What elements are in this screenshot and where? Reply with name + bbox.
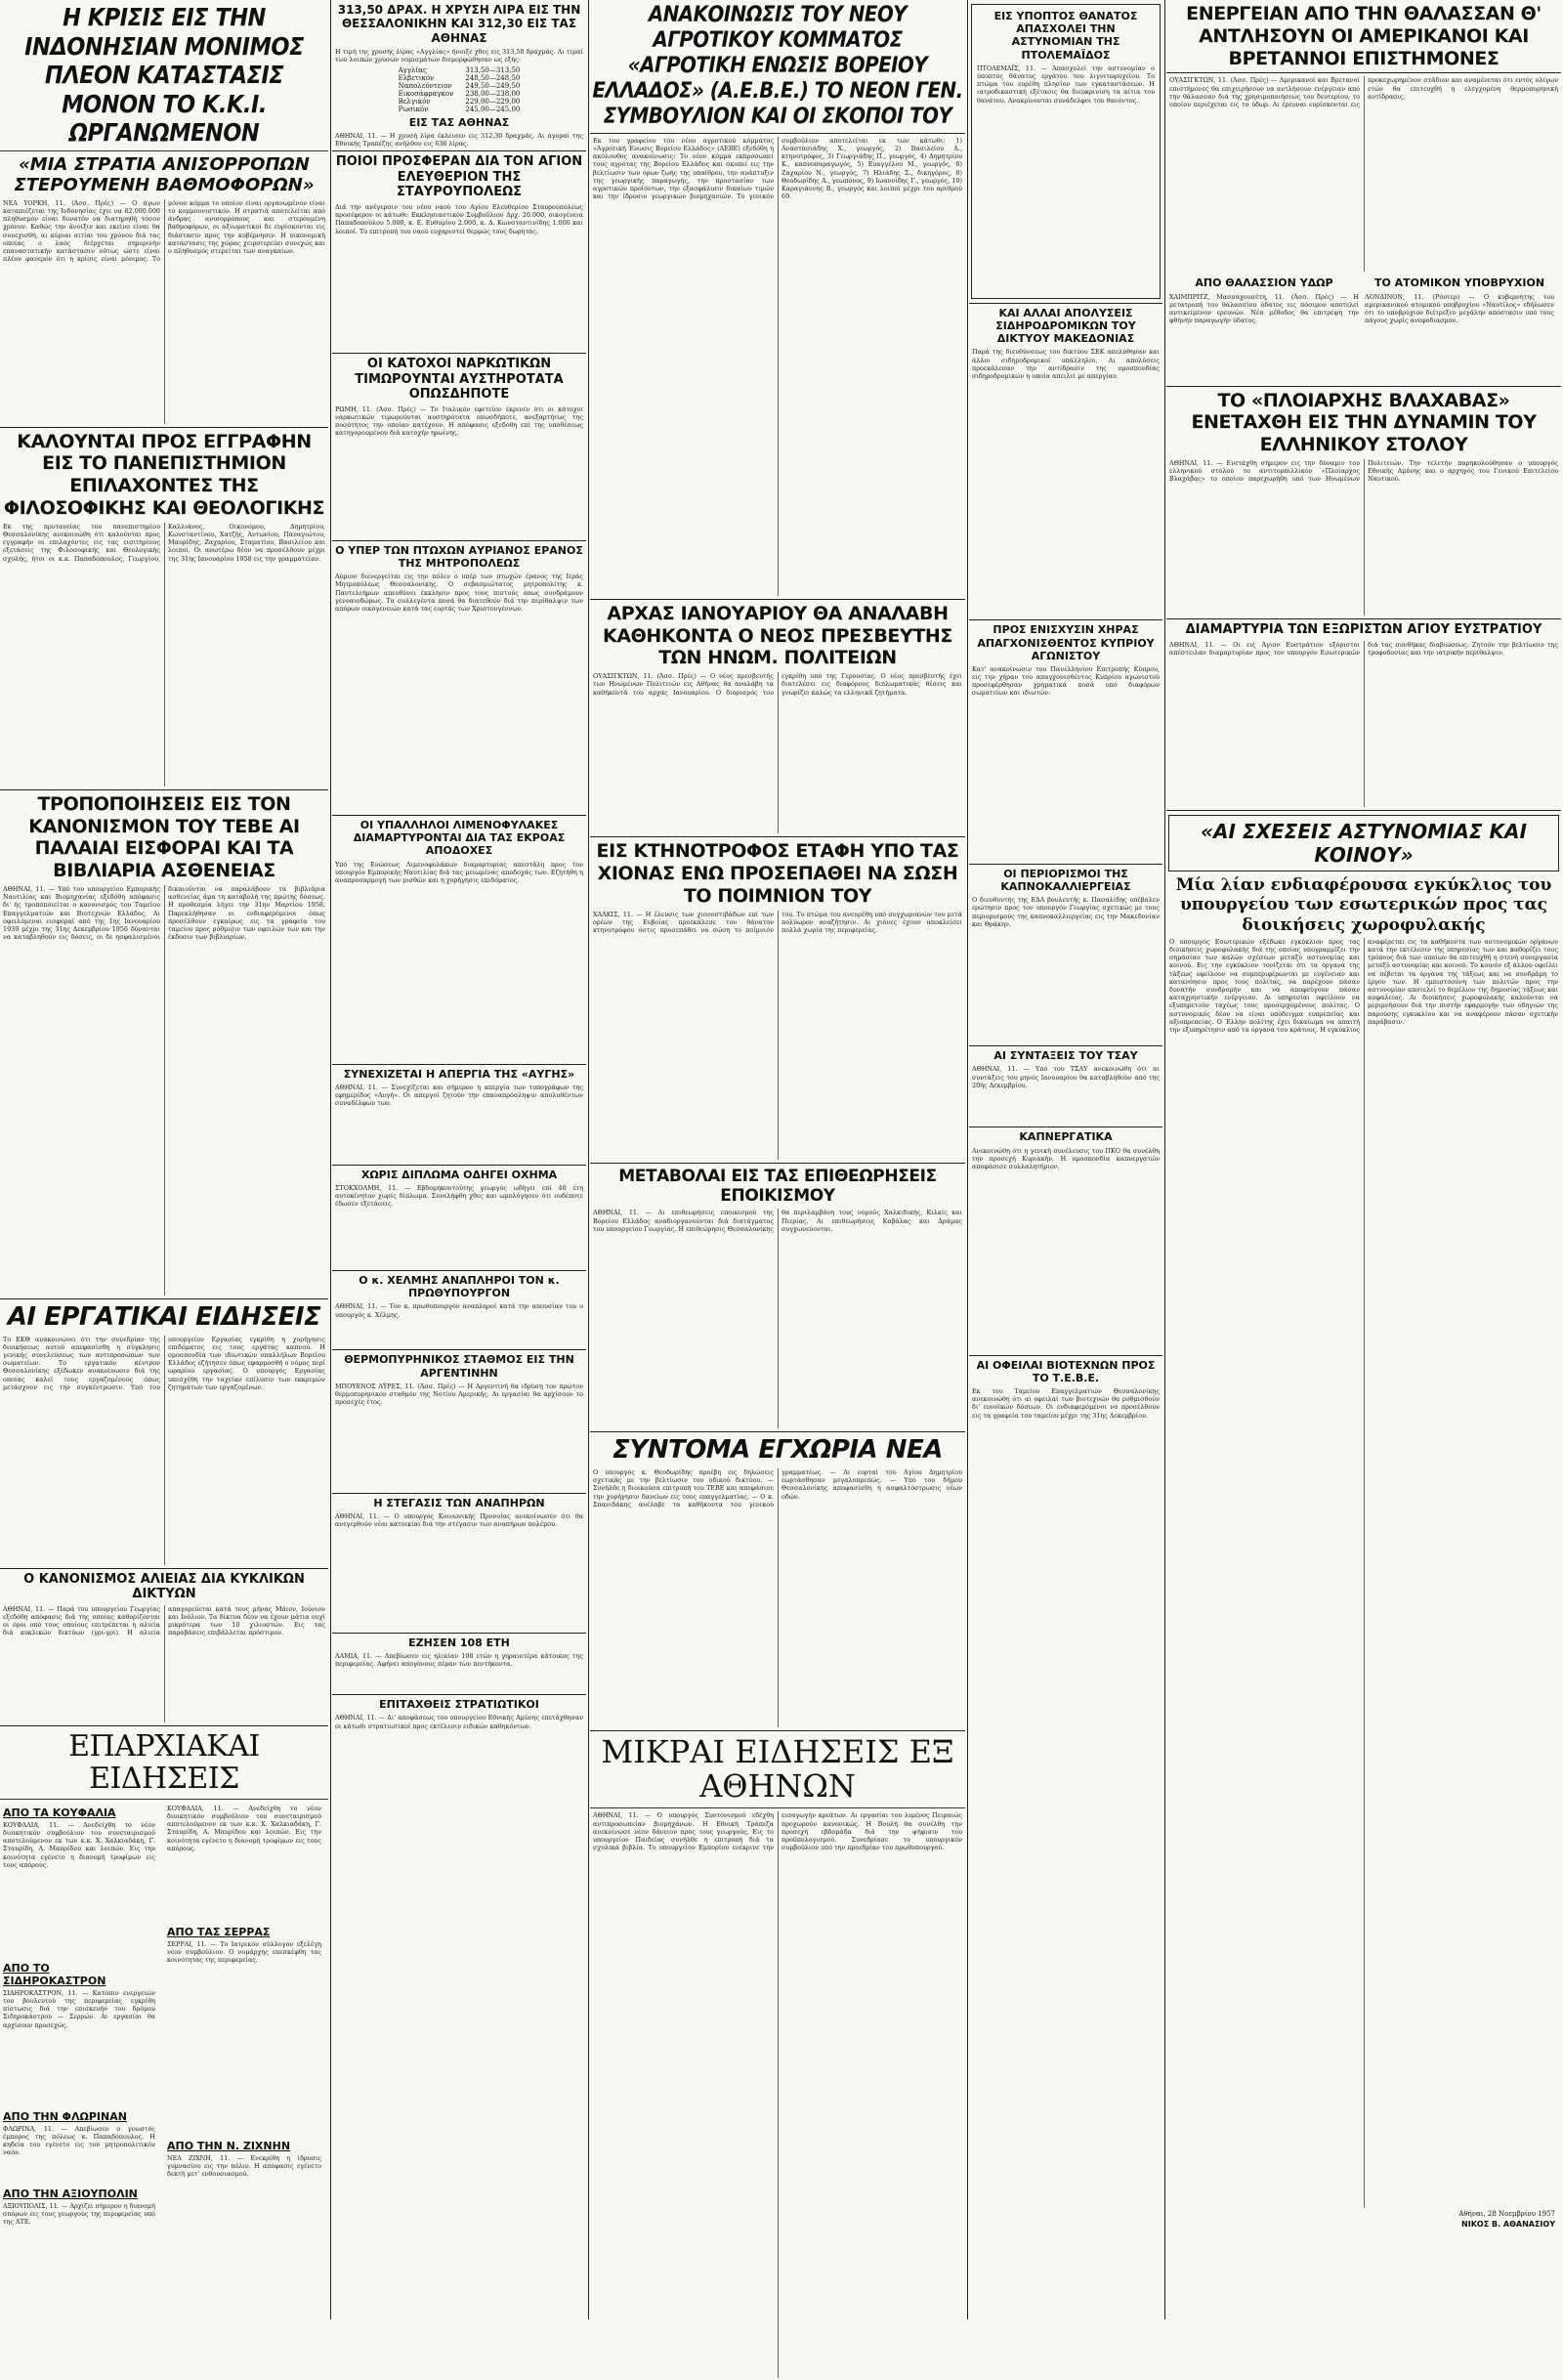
article-cypriot-widow: Κατ' ανακοίνωσιν του Πανελληνίου Επιτροπής Κύπρου, εις την χήραν του απαγχονισθέντος Κυπρίου αγωνιστού προσεφέρθησαν χρηματικά ποσά υπό διαφόρων σωματείων και ιδιωτών. <box>972 664 1160 698</box>
article-date: Αθήναι, 28 Νοεμβρίου 1957 <box>1458 2209 1555 2218</box>
article-port-guards: Υπό της Ενώσεως Λιμενοφυλάκων διαμαρτυρίας απεστάλη προς τον υπουργόν Εμπορικής Ναυτιλίας διά τας μειωμένας αποδοχάς των. Εζητήθη η αναπροσαρμογή των μισθών και η χορήγησις επιδόματος. <box>335 860 583 885</box>
article-ambassador: ΟΥΑΣΙΓΚΤΩΝ, 11. (Άσσ. Πρές) — Ο νέος πρεσβευτής των Ηνωμένων Πολιτειών εις Αθήνας θα αναλάβη τα καθήκοντά του αρχάς Ιανουαρίου. Ο διορισμός του εγκρίθη υπό της Γερουσίας. Ο νέος πρεσβευτής έχει διατελέσει εις διαφόρους διπλωματικάς θέσεις και γνωρίζει καλώς τα ελληνικά ζητήματα. <box>593 672 962 697</box>
article-railway-layoffs: Παρά της διευθύνσεως του δικτύου ΣΕΚ απελύθησαν και άλλοι σιδηροδρομικοί υπάλληλοι. Αι απολύσεις προεκάλεσαν την αντίδρασιν της ομοσπονδίας σιδηροδρομικών η οποία απειλεί με απεργίαν. <box>972 348 1160 380</box>
section-nea-zichni: ΑΠΟ ΤΗΝ Ν. ΖΙΧΝΗΝ <box>167 2139 291 2152</box>
column-rule <box>1164 0 1165 2319</box>
headline-vlachavas: ΤΟ «ΠΛΟΙΑΡΧΗΣ ΒΛΑΧΑΒΑΣ» ΕΝΕΤΑΧΘΗ ΕΙΣ ΤΗΝ ΔΥΝΑΜΙΝ ΤΟΥ ΕΛΛΗΝΙΚΟΥ ΣΤΟΛΟΥ <box>1191 389 1537 456</box>
headline-tsay-pensions: ΑΙ ΣΥΝΤΑΞΕΙΣ ΤΟΥ ΤΣΑΥ <box>993 1049 1138 1063</box>
headline-tobacco-limits: ΟΙ ΠΕΡΙΟΡΙΣΜΟΙ ΤΗΣ ΚΑΠΝΟΚΑΛΛΙΕΡΓΕΙΑΣ <box>1000 867 1131 894</box>
headline-suspicious-death: ΕΙΣ ΥΠΟΠΤΟΣ ΘΑΝΑΤΟΣ ΑΠΑΣΧΟΛΕΙ ΤΗΝ ΑΣΤΥΝΟΜΙΑΝ ΤΗΣ ΠΤΟΛΕΜΑΪΔΟΣ <box>993 10 1138 62</box>
headline-avgi-strike: ΣΥΝΕΧΙΖΕΤΑΙ Η ΑΠΕΡΓΙΑ ΤΗΣ «ΑΥΓΗΣ» <box>343 1067 575 1081</box>
subhead-indonesia: «ΜΙΑ ΣΤΡΑΤΙΑ ΑΝΙΣΟΡΡΟΠΩΝ ΣΤΕΡΟΥΜΕΝΗ ΒΑΘΜΟΦΟΡΩΝ» <box>14 153 315 196</box>
article-charity: Αύριον διενεργείται εις την πόλιν ο υπέρ των πτωχών έρανος της Ιεράς Μητροπόλεως Θεσσαλονίκης. Ο σεβασμιώτατος μητροπολίτης κ. Παντελεήμων απευθύνει έκκλησιν προς τους πιστούς όπως συνδράμουν γενναιοδώρως. Τα συλλεγέντα ποσά θα διατεθούν διά την περίθαλψιν των απόρων οικογενειών κατά τας εορτάς των Χριστουγέννων. <box>335 573 583 613</box>
section-sidirokastro: ΑΠΟ ΤΟ ΣΙΔΗΡΟΚΑΣΤΡΟΝ <box>3 1961 106 1987</box>
article-argentina: ΜΠΟΥΕΝΟΣ ΑΫΡΕΣ, 11. (Άσσ. Πρές) — Η Αργεντινή θα ιδρύση τον πρώτον θερμοπυρηνικόν σταθμόν της Νοτίου Αμερικής. Αι εργασίαι θα αρχίσουν το προσεχές έτος. <box>335 1381 583 1407</box>
provincial-news-block <box>0 1803 328 2341</box>
article-police-relations: Ο υπουργός Εσωτερικών εξέδωκε εγκύκλιον προς τας διοικήσεις χωροφυλακής διά της οποίας υπογραμμίζει την σημασίαν των καλών σχέσεων μεταξύ αστυνομίας και κοινού. Εις την εγκύκλιον τονίζεται ότι τα όργανα της τάξεως οφείλουν να συμπεριφέρωνται με ευγένειαν και κατανόησιν προς τους πολίτας, να παρέχουν πάσαν δυνατήν συνδρομήν και να αποφεύγουν πάσαν καταχρηστικήν ενέργειαν. Αι υπηρεσίαι οφείλουν να εξυπηρετούν ταχέως τους προσερχομένους πολίτας. Ο αστυνομικός δέον να είναι υπόδειγμα ευπρεπείας και αξιοπρεπείας. Ο Έλλην πολίτης έχει δικαίωμα να απαιτή την εξυπηρέτησιν από τα όργανα του κράτους. Η εγκύκλιος αναφέρεται εις τα καθήκοντα των αστυνομικών οργάνων κατά την εκτέλεσιν της υπηρεσίας των και καθορίζει τους τρόπους διά των οποίων θα επιτευχθή η στενή συνεργασία μεταξύ αστυνομίας και κοινού. Το κοινόν εξ άλλου οφείλει να σέβεται τα όργανα της τάξεως και να συνδράμη το έργον των. Η εμπιστοσύνη των πολιτών προς την αστυνομίαν αποτελεί το θεμέλιον της δημοσίας τάξεως και ασφαλείας. Αι διοικήσεις χωροφυλακής καλούνται να μεριμνήσουν διά την πιστήν εφαρμογήν των οδηγιών της παρούσης εγκυκλίου και να αναφέρουν πάσαν σχετικήν παράβασιν. <box>1169 937 1558 1034</box>
headline-railway-layoffs: ΚΑΙ ΑΛΛΑΙ ΑΠΟΛΥΣΕΙΣ ΣΙΔΗΡΟΔΡΟΜΙΚΩΝ ΤΟΥ ΔΙΚΤΥΟΥ ΜΑΚΕΔΟΝΙΑΣ <box>995 306 1136 346</box>
article-university: Εκ της πρυτανείας του πανεπιστημίου Θεσσαλονίκης ανεκοινώθη ότι καλούνται προς εγγραφήν οι επιλαχόντες εις τας εισιτηρίους εξετάσεις της Φιλοσοφικής και Θεολογικής σχολής, ήτοι οι κ.κ. Παπαδόπουλος, Γεωργίου, Καλλιάνος, Οικονόμου, Δημητρίου, Κωνσταντίνου, Χατζής, Αντωνίου, Παναγιώτου, Μαυρίδης, Ζαχαρίου, Σταματίου, Βασιλείου και λοιποί. Οι ανωτέρω δέον να προσέλθουν μέχρι της 31ης Ιανουαρίου 1958 εις την γραμματείαν. <box>3 522 325 563</box>
gold-price-row <box>393 82 527 90</box>
headline-labor-news: ΑΙ ΕΡΓΑΤΙΚΑΙ ΕΙΔΗΣΕΙΣ <box>7 1302 321 1333</box>
section-koufalia: ΑΠΟ ΤΑ ΚΟΥΦΑΛΙΑ <box>3 1806 116 1819</box>
article-athens-briefs: ΑΘΗΝΑΙ, 11. — Ο υπουργός Συντονισμού εδέχθη αντιπροσωπείαν βιομηχάνων. Η Εθνική Τράπεζα ανεκοίνωσε νέον δάνειον προς τους γεωργούς. Εις το υπουργείον Παιδείας συνήλθε η επιτροπή διά τα σχολικά βιβλία. Το υπουργείον Εμπορίου ενέκρινε την εισαγωγήν κρεάτων. Αι εργασίαι του λιμένος Πειραιώς προχωρούν κανονικώς. Η Βουλή θα συνέλθη την προσεχή εβδομάδα διά την ψήφισιν του προϋπολογισμού. Συνεδρίασε το υπουργικόν συμβούλιον υπό την προεδρίαν του πρωθυπουργού. <box>593 1811 962 1852</box>
sea-energy-subsections <box>1166 274 1561 382</box>
headline-108-years: ΕΖΗΣΕΝ 108 ΕΤΗ <box>408 1636 510 1649</box>
column-2 <box>332 0 586 1794</box>
coin-price: 248,50—248,50 <box>465 73 521 82</box>
column-rule <box>967 0 968 2319</box>
coin-name: Βελγικόν <box>398 97 431 106</box>
headline-university: ΚΑΛΟΥΝΤΑΙ ΠΡΟΣ ΕΓΓΡΑΦΗΝ ΕΙΣ ΤΟ ΠΑΝΕΠΙΣΤΗΜΙΟΝ ΕΠΙΛΑΧΟΝΤΕΣ ΤΗΣ ΦΙΛΟΣΟΦΙΚΗΣ ΚΑΙ ΘΕΟΛΟΓΙΚΗΣ <box>3 430 325 520</box>
article-axioupoli: ΑΞΙΟΥΠΟΛΙΣ, 11. — Αρχίζει σήμερον η διανομή σπόρων εις τους γεωργούς της περιφερείας υπό της ΑΤΕ. <box>3 2201 155 2227</box>
coin-price: 245,00—245,00 <box>465 105 521 113</box>
column-1 <box>0 0 328 2341</box>
headline-indonesia: Η ΚΡΙΣΙΣ ΕΙΣ ΤΗΝ ΙΝΔΟΝΗΣΙΑΝ ΜΟΝΙΜΟΣ ΠΛΕΟΝ ΚΑΤΑΣΤΑΣΙΣ ΜΟΝΟΝ ΤΟ Κ.Κ.Ι. ΩΡΓΑΝΩΜΕΝΟΝ <box>24 3 304 147</box>
coin-price: 249,50—249,50 <box>465 81 521 90</box>
article-atomic-submarine: ΛΟΝΔΙΝΟΝ, 11. (Ρόυτερ) — Ο κυβερνήτης του αμερικανικού ατομικού υποβρυχίου «Ναυτίλος» εδήλωσεν ότι το υποβρύχιον διέτρεξεν μεγάλην απόστασιν υπό τους πάγους χωρίς ανεφοδιασμόν. <box>1365 292 1554 325</box>
headline-short-local-news: ΣΥΝΤΟΜΑ ΕΓΧΩΡΙΑ ΝΕΑ <box>613 1435 943 1466</box>
article-tobacco-workers: Ανεκοινώθη ότι η γενική συνέλευσις του ΠΚΟ θα συνέλθη την προσεχή Κυριακήν. Η ομοσπονδία καπνεργατών αποφάσισε συλλαλητήριον. <box>972 1146 1160 1171</box>
article-labor-news: Το ΕΚΘ ανακοινώνει ότι την συνεδρίαν της διοικήσεως αυτού απεφασίσθη η σύγκλησις γενικής συνελεύσεως των αντιπροσώπων των σωματείων. Το εργατικόν κέντρον Θεσσαλονίκης εξέδωκεν ανακοίνωσιν διά της οποίας καλεί τους εργαζομένους όπως μετάσχουν εις την συγκέντρωσιν. Υπό του υπουργείου Εργασίας εγκρίθη η χορήγησις επιδόματος εις τους εργάτας καπνού. Η ομοσπονδία των ιδιωτικών υπαλλήλων Βορείου Ελλάδος εζήτησεν όπως εφαρμοσθή ο νόμος περί ωραρίου εργασίας. Ο υπουργός Εργασίας υπεσχέθη την ταχείαν επίλυσιν των εκκρεμών ζητημάτων των εργαζομένων. <box>3 1335 325 1391</box>
article-shepherd-snow: ΧΑΛΚΙΣ, 11. — Η έλευσις των χιονοστιβάδων επί των ορέων της Ευβοίας προεκάλεσε τον θάνατον κτηνοτρόφου όστις προσεπάθει να σώση το ποίμνιόν του. Το πτώμα του ανευρέθη υπό συγχωριανών του μετά πολύωρον αναζήτησιν. Αι χιόνες έχουν αποκλείσει πολλά χωρία της περιφερείας. <box>593 910 962 934</box>
headline-argentina: ΘΕΡΜΟΠΥΡΗΝΙΚΟΣ ΣΤΑΘΜΟΣ ΕΙΣ ΤΗΝ ΑΡΓΕΝΤΙΝΗΝ <box>344 1353 574 1380</box>
coin-name: Αγγλίας <box>398 65 427 74</box>
headline-artisan-debts: ΑΙ ΟΦΕΙΛΑΙ ΒΙΟΤΕΧΝΩΝ ΠΡΟΣ ΤΟ Τ.Ε.Β.Ε. <box>976 1358 1156 1384</box>
article-short-local-news: Ο υπουργός κ. Θεοδωρίδης προέβη εις δηλώσεις σχετικάς με την βελτίωσιν του οδικού δικτύου. — Συνήλθε η διοικούσα επιτροπή του ΤΕΒΕ και απεφάσισε την χορήγησιν δανείων εις τους επαγγελματίας. — Ο κ. Σπανιδάκης ανέλαβε τα καθήκοντα του γενικού γραμματέως. — Αι εορταί του Αγίου Δημητρίου εωρτάσθησαν μεγαλοπρεπώς. — Υπό του δήμου Θεσσαλονίκης αποφασίσθη η ασφαλτόστρωσις νέων οδών. <box>593 1467 962 1509</box>
headline-settlement: ΜΕΤΑΒΟΛΑΙ ΕΙΣ ΤΑΣ ΕΠΙΘΕΩΡΗΣΕΙΣ ΕΠΟΙΚΙΣΜΟΥ <box>618 1166 937 1206</box>
article-koufalia: ΚΟΥΦΑΛΙΑ, 11. — Ανεδείχθη το νέον διοικητικόν συμβούλιον του συνεταιρισμού αποτελούμενον εκ των κ.κ. Χ. Χαλκιαδάκη, Γ. Σταυρίδη, Α. Μαυρίδου και λοιπών. Εις την κοινότητα εγένετο η διανομή τροφίμων εις τους απόρους. <box>3 1820 155 1869</box>
section-florina: ΑΠΟ ΤΗΝ ΦΛΩΡΙΝΑΝ <box>3 2109 127 2123</box>
article-suspicious-death: ΠΤΟΛΕΜΑΪΣ, 11. — Απασχολεί την αστυνομίαν ο ύποπτος θάνατος εργάτου του λιγνιτωρυχείου. Το πτώμα του ευρέθη πλησίον των εγκαταστάσεων. Η ιατροδικαστική εξέτασις θα διευκρινίση τα αίτια του θανάτου. Ανακρίνονται συνάδελφοι του θανόντος. <box>977 64 1155 105</box>
headline-tobacco-workers: ΚΑΠΝΕΡΓΑΤΙΚΑ <box>1019 1130 1113 1144</box>
article-vlachavas: ΑΘΗΝΑΙ, 11. — Ενετάχθη σήμερον εις την δύναμιν του ελληνικού στόλου το αντιτορπιλλικόν «Πλοίαρχος Βλαχάβας» το οποίον παρεχωρήθη υπό των Ηνωμένων Πολιτειών. Την τελετήν παρηκολούθησαν ο υπουργός Εθνικής Αμύνης και ο αρχηγός του Γενικού Επιτελείου Ναυτικού. <box>1169 458 1558 484</box>
article-indonesia: ΝΕΑ ΥΟΡΚΗ, 11. (Άσσ. Πρές) — Ο άγων καταπιέζεται της Ινδονησίας έχει να 82.000.000 πληθυσμόν είναι δυνατόν να διατηρηθή τόσον χρόνον. Καθώς την άνοιξιν και εκείνο είναι θα συνεχισθή, αι κύριαι αιτίαι του χρόνου διά τας οποίας ο λαός διέρχεται σημερινήν επαναστατικήν κατάστασιν ούτως ώστε είναι πλέον φανερόν ότι η κρίσις είναι μόνιμος. Το μόνον κόμμα το οποίον είναι οργανωμένον είναι το κομμουνιστικόν. Η στρατιά αποτελείται από άνδρας ανισορρόπους και στερουμένη βαθμοφόρων, οι αξιωματικοί δε ευρίσκονται εις διάστασιν προς την κυβέρνησιν. Η οικονομική κατάστασις της χώρας χειροτερεύει συνεχώς και ο πληθυσμός στερείται των αναγκαίων. <box>3 198 325 264</box>
article-agrarian-party: Εκ του γραφείου του νέου αγροτικού κόμματος «Αγροτική Ένωσις Βορείου Ελλάδος» (ΑΕΒΕ) εξεδόθη η ακόλουθος ανακοίνωσις: Το νέον κόμμα εκπροσωπεί τους αγρότας της Βορείου Ελλάδος και σκοπεί εις την βελτίωσιν των όρων ζωής της υπαίθρου, την ανάπτυξιν της γεωργικής παραγωγής, την προστασίαν των αγροτικών προϊόντων, την εξασφάλισιν δικαίων τιμών και την ίδρυσιν γεωργικών βιομηχανιών. Το γενικόν συμβούλιον αποτελείται εκ των κάτωθι: 1) Αναστασιάδης Χ., γεωργός, 2) Βασιλείου Δ., κτηνοτρόφος, 3) Γεωργιάδης Π., γεωργός, 4) Δημητρίου Κ., καπνοπαραγωγός, 5) Ευαγγέλου Μ., γεωργός, 6) Ζαχαρίου Ν., γεωργός, 7) Ηλιάδης Σ., δικηγόρος, 8) Θεοδωρίδης Α., γεωπόνος, 9) Ιωαννίδης Γ., γεωργός, 10) Καραγιάννης Β., γεωργός και λοιποί μέχρι του αριθμού 69. <box>593 136 962 201</box>
article-sea-energy: ΟΥΑΣΙΓΚΤΩΝ, 11. (Άσσ. Πρές) — Αμερικανοί και Βρετανοί επιστήμονες θα επιχειρήσουν να αντλήσουν ενέργειαν από την θάλασσαν διά της χρησιμοποιήσεως του δευτερίου, το οποίον περιέχεται εις το ύδωρ. Αι έρευναι ευρίσκονται εις προκεχωρημένον στάδιον και αναμένεται ότι εντός ολίγων ετών θα επιτευχθή η ελεγχομένη θερμοπυρηνική αντίδρασις. <box>1169 76 1558 108</box>
column-5 <box>1166 0 1561 2231</box>
headline-charity: Ο ΥΠΕΡ ΤΩΝ ΠΤΩΧΩΝ ΑΥΡΙΑΝΟΣ ΕΡΑΝΟΣ ΤΗΣ ΜΗΤΡΟΠΟΛΕΩΣ <box>335 543 583 570</box>
article-tebe: ΑΘΗΝΑΙ, 11. — Υπό του υπουργείου Εμπορικής Ναυτιλίας και Βιομηχανίας εξεδόθη απόφασις δι' ής τροποποιείται ο κανονισμός του Ταμείου Επαγγελματιών και Βιοτεχνών Ελλάδος. Αι οφειλόμεναι εισφοραί από της 1ης Ιανουαρίου 1939 μέχρι της 31ης Δεκεμβρίου 1956 δύνανται να καταβληθούν εις δόσεις, οι δε ησφαλισμένοι δικαιούνται να παραλάβουν τα βιβλιάρια ασθενείας άμα τη καταβολή της πρώτης δόσεως. Η προθεσμία λήγει την 31ην Μαρτίου 1958. Παρεκλήθησαν οι ενδιαφερόμενοι όπως προσέλθουν εγκαίρως εις τα γραφεία του ταμείου προς ρύθμισιν των οφειλών των και την έκδοσιν των βιβλιαρίων. <box>3 885 325 942</box>
headline-shepherd-snow: ΕΙΣ ΚΤΗΝΟΤΡΟΦΟΣ ΕΤΑΦΗ ΥΠΟ ΤΑΣ ΧΙΟΝΑΣ ΕΝΩ ΠΡΟΣΕΠΑΘΕΙ ΝΑ ΣΩΣΗ ΤΟ ΠΟΙΜΝΙΟΝ ΤΟΥ <box>596 840 959 907</box>
article-disabled-housing: ΑΘΗΝΑΙ, 11. — Ο υπουργός Κοινωνικής Προνοίας ανεκοίνωσεν ότι θα ανεγερθούν νέαι κατοικίαι διά την στέγασιν των αναπήρων πολέμου. <box>335 1511 583 1529</box>
article-artisan-debts: Εκ του Ταμείου Επαγγελματιών Θεσσαλονίκης ανεκοινώθη ότι αι οφειλαί των βιοτεχνών θα ρυθμισθούν δι' ευνοϊκών δόσεων. Οι ενδιαφερόμενοι να προσέλθουν εις τα γραφεία του ταμείου μέχρι της 31ης Δεκεμβρίου. <box>972 1387 1160 1420</box>
headline-gold-sovereign: 313,50 ΔΡΑΧ. Η ΧΡΥΣΗ ΛΙΡΑ ΕΙΣ ΤΗΝ ΘΕΣΣΑΛΟΝΙΚΗΝ ΚΑΙ 312,30 ΕΙΣ ΤΑΣ ΑΘΗΝΑΣ <box>337 3 581 45</box>
coin-name: Εικοσάφραγκον <box>398 89 454 98</box>
article-settlement: ΑΘΗΝΑΙ, 11. — Αι επιθεωρήσεις εποικισμού της Βορείου Ελλάδος αναδιοργανούνται διά διατάγματος του υπουργείου Γεωργίας. Η επιθεώρησις Θεσσαλονίκης θα περιλαμβάνη τους νομούς Χαλκιδικής, Κιλκίς και Πιερίας. Αι επιθεωρήσεις Καβάλας και Δράμας συγχωνεύονται. <box>593 1209 962 1233</box>
headline-port-guards: ΟΙ ΥΠΑΛΛΗΛΟΙ ΛΙΜΕΝΟΦΥΛΑΚΕΣ ΔΙΑΜΑΡΤΥΡΟΝΤΑΙ ΔΙΑ ΤΑΣ ΕΚΡΟΑΣ ΑΠΟΔΟΧΕΣ <box>353 819 566 858</box>
headline-cypriot-widow: ΠΡΟΣ ΕΝΙΣΧΥΣΙΝ ΧΗΡΑΣ ΑΠΑΓΧΟΝΙΣΘΕΝΤΟΣ ΚΥΠΡΙΟΥ ΑΓΩΝΙΣΤΟΥ <box>977 623 1155 662</box>
column-4 <box>969 0 1162 1897</box>
article-108-years: ΛΑΜΙΑ, 11. — Απεβίωσεν εις ηλικίαν 108 ετών η γηραιοτέρα κάτοικος της περιφερείας. Αφήνει απογόνους πέραν των πεντήκοντα. <box>335 1652 583 1669</box>
article-tsay-pensions: ΑΘΗΝΑΙ, 11. — Υπό του ΤΣΑΥ ανεκοινώθη ότι αι συντάξεις του μηνός Ιανουαρίου θα καταβληθούν από της 20ής Δεκεμβρίου. <box>972 1065 1160 1089</box>
article-fishing: ΑΘΗΝΑΙ, 11. — Παρά του υπουργείου Γεωργίας εξεδόθη απόφασις διά της οποίας καθορίζονται οι όροι υπό τους οποίους επιτρέπεται η αλιεία διά κυκλικών δικτύων (γρι-γρι). Η αλιεία απαγορεύεται κατά τους μήνας Μάιον, Ιούνιον και Ιούλιον. Τα δίκτυα δέον να έχουν μάτια ουχί μικρότερα των 10 χιλιοστών. Εις τας παραβάσεις επιβάλλεται πρόστιμον. <box>3 1604 325 1637</box>
gold-price-row <box>393 90 527 98</box>
headline-athens-briefs: ΜΙΚΡΑΙ ΕΙΔΗΣΕΙΣ ΕΞ ΑΘΗΝΩΝ <box>601 1732 954 1806</box>
headline-fishing: Ο ΚΑΝΟΝΙΣΜΟΣ ΑΛΙΕΙΑΣ ΔΙΑ ΚΥΚΛΙΚΩΝ ΔΙΚΤΥΩΝ <box>23 1571 305 1602</box>
box-suspicious-death <box>971 4 1161 299</box>
article-requisitioned: ΑΘΗΝΑΙ, 11. — Δι' αποφάσεως του υπουργείου Εθνικής Αμύνης επετάχθησαν οι κάτωθι στρατιωτικοί προς εκτέλεσιν ειδικών καθηκόντων. <box>335 1714 583 1730</box>
gold-price-row <box>393 106 527 113</box>
coin-price: 313,50—313,50 <box>465 65 521 74</box>
coin-price: 238,00—238,00 <box>465 89 521 98</box>
headline-exiles-protest: ΔΙΑΜΑΡΤΥΡΙΑ ΤΩΝ ΕΞΩΡΙΣΤΩΝ ΑΓΙΟΥ ΕΥΣΤΡΑΤΙΟΥ <box>1185 621 1542 637</box>
headline-helmis: Ο κ. ΧΕΛΜΗΣ ΑΝΑΠΛΗΡΟΙ ΤΟΝ κ. ΠΡΩΘΥΠΟΥΡΓΟΝ <box>359 1274 560 1300</box>
gold-price-row <box>393 74 527 82</box>
coin-name: Ρωσικόν <box>398 105 429 113</box>
article-seawater: ΧΑΙΜΠΡΙΤΖ, Μασσαχουσέτη, 11. (Άσσ. Πρές) — Η μετατροπή του θαλασσίου ύδατος εις πόσιμον αποτελεί αντικείμενον ερευνών. Νέα μέθοδος θα επιτρέψη την φθηνήν παραγωγήν ύδατος. <box>1169 292 1359 325</box>
article-helmis: ΑΘΗΝΑΙ, 11. — Τον κ. πρωθυπουργόν αναπληροί κατά την απουσίαν του ο υπουργός κ. Χέλμης. <box>335 1302 583 1319</box>
article-avgi-strike: ΑΘΗΝΑΙ, 11. — Συνεχίζεται και σήμερον η απεργία των τυπογράφων της εφημερίδος «Αυγή». Οι απεργοί ζητούν την επαναπρόσληψιν απολυθέντων συναδέλφων των. <box>335 1083 583 1108</box>
headline-narcotics: ΟΙ ΚΑΤΟΧΟΙ ΝΑΡΚΩΤΙΚΩΝ ΤΙΜΩΡΟΥΝΤΑΙ ΑΥΣΤΗΡΟΤΑΤΑ ΟΠΩΣΔΗΠΟΤΕ <box>355 356 564 403</box>
article-exiles-protest: ΑΘΗΝΑΙ, 11. — Οι εις Άγιον Ευστράτιον εξόριστοι απέστειλαν διαμαρτυρίαν προς τον υπουργόν Εσωτερικών διά τας συνθήκας διαβιώσεως. Ζητούν την βελτίωσιν της τροφοδοσίας και την ιατρικήν περίθαλψιν. <box>1169 640 1558 657</box>
column-3 <box>590 0 965 2380</box>
article-sidirokastro: ΣΙΔΗΡΟΚΑΣΤΡΟΝ, 11. — Κατόπιν ενεργειών του βουλευτού της περιφερείας εγκρίθη πίστωσις διά την επισκευήν του δρόμου Σιδηροκάστρου — Σερρών. Αι εργασίαι θα αρχίσουν προσεχώς. <box>3 1988 155 2029</box>
article-no-license: ΣΤΟΚΧΟΛΜΗ, 11. — Εβδομηκοντούτης γεωργός ωδήγει επί 40 έτη αυτοκίνητον χωρίς δίπλωμα. Συνελήφθη χθες και ωμολόγησεν ότι ουδέποτε έδωσεν εξετάσεις. <box>335 1184 583 1209</box>
gold-price-row <box>393 66 527 74</box>
headline-st-eleftherios: ΠΟΙΟΙ ΠΡΟΣΦΕΡΑΝ ΔΙΑ ΤΟΝ ΑΓΙΟΝ ΕΛΕΥΘΕΡΙΟΝ ΤΗΣ ΣΤΑΥΡΟΥΠΟΛΕΩΣ <box>335 154 583 200</box>
article-nea-zichni: ΝΕΑ ΖΙΧΝΗ, 11. — Ενεκρίθη η ίδρυσις γυμνασίου εις την πόλιν. Η απόφασις εγένετο δεκτή μετ' ενθουσιασμού. <box>167 2153 321 2179</box>
headline-tebe: ΤΡΟΠΟΠΟΙΗΣΕΙΣ ΕΙΣ ΤΟΝ ΚΑΝΟΝΙΣΜΟΝ ΤΟΥ ΤΕΒΕ ΑΙ ΠΑΛΑΙΑΙ ΕΙΣΦΟΡΑΙ ΚΑΙ ΤΑ ΒΙΒΛΙΑΡΙΑ ΑΣΘΕΝΕΙΑΣ <box>28 792 300 882</box>
article-gold-athens: ΑΘΗΝΑΙ, 11. — Η χρυσή λίρα έκλεισεν εις 312,30 δραχμάς. Αι αγοραί της Εθνικής Τραπέζης ανήλθον εις 636 λίρας. <box>335 131 583 148</box>
headline-agrarian-party: ΑΝΑΚΟΙΝΩΣΙΣ ΤΟΥ ΝΕΟΥ ΑΓΡΟΤΙΚΟΥ ΚΟΜΜΑΤΟΣ «ΑΓΡΟΤΙΚΗ ΕΝΩΣΙΣ ΒΟΡΕΙΟΥ ΕΛΛΑΔΟΣ» (Α.Ε.Β.Ε.) ΤΟ ΝΕΟΝ ΓΕΝ. ΣΥΜΒΟΥΛΙΟΝ ΚΑΙ ΟΙ ΣΚΟΠΟΙ ΤΟΥ <box>592 3 963 129</box>
headline-sea-energy: ΕΝΕΡΓΕΙΑΝ ΑΠΟ ΤΗΝ ΘΑΛΑΣΣΑΝ Θ' ΑΝΤΛΗΣΟΥΝ ΟΙ ΑΜΕΡΙΚΑΝΟΙ ΚΑΙ ΒΡΕΤΑΝΝΟΙ ΕΠΙΣΤΗΜΟΝΕΣ <box>1186 3 1542 69</box>
headline-requisitioned: ΕΠΙΤΑΧΘΕΙΣ ΣΤΡΑΤΙΩΤΙΚΟΙ <box>379 1698 539 1712</box>
gold-price-row <box>393 98 527 106</box>
article-provincial-cont: ΚΟΥΦΑΛΙΑ, 11. — Ανεδείχθη το νέον διοικητικόν συμβούλιον του συνεταιρισμού αποτελούμενον εκ των κ.κ. Χ. Χαλκιαδάκη, Γ. Σταυρίδη, Α. Μαυρίδου και λοιπών. Εις την κοινότητα εγένετο η διανομή τροφίμων εις τους απόρους. <box>167 1804 321 1852</box>
article-serres: ΣΕΡΡΑΙ, 11. — Το Ιατρικόν σύλλογον εξελέγη νέον συμβούλιον. Ο νομάρχης επεσκέφθη τας κοινότητας της περιφερείας. <box>167 1939 321 1965</box>
headline-ambassador: ΑΡΧΑΣ ΙΑΝΟΥΑΡΙΟΥ ΘΑ ΑΝΑΛΑΒΗ ΚΑΘΗΚΟΝΤΑ Ο ΝΕΟΣ ΠΡΕΣΒΕΥΤΗΣ ΤΩΝ ΗΝΩΜ. ΠΟΛΙΤΕΙΩΝ <box>603 602 952 669</box>
subhead-police-circular: Μία λίαν ενδιαφέρουσα εγκύκλιος του υπουργείου των εσωτερικών προς τας διοικήσεις χωροφυλακής <box>1175 874 1552 936</box>
headline-no-license: ΧΩΡΙΣ ΔΙΠΛΩΜΑ ΟΔΗΓΕΙ ΟΧΗΜΑ <box>360 1168 558 1181</box>
subhead-athens: ΕΙΣ ΤΑΣ ΑΘΗΝΑΣ <box>408 115 510 129</box>
coin-price: 229,00—229,00 <box>465 97 521 106</box>
box-police-relations <box>1168 815 1559 871</box>
subhead-atomic-submarine: ΤΟ ΑΤΟΜΙΚΟΝ ΥΠΟΒΡΥΧΙΟΝ <box>1373 276 1545 290</box>
coin-name: Ελβετικόν <box>398 73 435 82</box>
gold-price-table <box>393 66 527 113</box>
column-rule <box>588 0 589 2319</box>
headline-police-relations: «ΑΙ ΣΧΕΣΕΙΣ ΑΣΤΥΝΟΜΙΑΣ ΚΑΙ ΚΟΙΝΟΥ» <box>1201 819 1527 867</box>
article-narcotics: ΡΩΜΗ, 11. (Άσσ. Πρές) — Το Ιταλικόν εφετείον έκρινεν ότι οι κάτοχοι ναρκωτικών τιμωρούνται αυστηρότατα οπωσδήποτε, ανεξαρτήτως της ποσότητος την οποίαν κατέχουν. Η απόφασις εξεδόθη επί της υποθέσεως κατηγορουμένου διά κατοχήν ηρωίνης. <box>335 404 583 438</box>
headline-disabled-housing: Η ΣΤΕΓΑΣΙΣ ΤΩΝ ΑΝΑΠΗΡΩΝ <box>373 1496 545 1509</box>
article-gold-sovereign: Η τιμή της χρυσής λίρας «Αγγλίας» ήνοιξε χθες εις 313,50 δραχμάς. Αι τιμαί των λοιπών χρυσών νομισμάτων διεμορφώθησαν ως εξής: <box>335 48 583 64</box>
article-st-eleftherios: Διά την ανέγερσιν του νέου ναού του Αγίου Ελευθερίου Σταυρουπόλεως προσέφερον οι κάτωθι: Εκκλησιαστικόν Συμβούλιον Δρχ. 20.000, οικογένεια Παπαδοπούλου 5.000, κ. Ε. Ευθυμίου 2.000, κ. Δ. Κωνσταντινίδης 1.000 και λοιποί. Το επιτροπή του ναού ευχαριστεί θερμώς τους δωρητάς. <box>335 202 583 235</box>
subhead-seawater: ΑΠΟ ΘΑΛΑΣΣΙΟΝ ΥΔΩΡ <box>1195 276 1333 290</box>
coin-name: Ναπολεόντειον <box>398 81 452 90</box>
author-signature: ΝΙΚΟΣ Β. ΑΘΑΝΑΣΙΟΥ <box>1461 2219 1555 2229</box>
section-axioupoli: ΑΠΟ ΤΗΝ ΑΞΙΟΥΠΟΛΙΝ <box>3 2187 138 2200</box>
column-rule <box>330 0 331 2319</box>
section-serres: ΑΠΟ ΤΑΣ ΣΕΡΡΑΣ <box>167 1925 271 1938</box>
headline-provincial-news: ΕΠΑΡΧΙΑΚΑΙ ΕΙΔΗΣΕΙΣ <box>68 1728 260 1796</box>
article-florina: ΦΛΩΡΙΝΑ, 11. — Απεβίωσεν ο γνωστός έμπορος της πόλεως κ. Παπαδόπουλος. Η κηδεία του εγένετο εις τον μητροπολιτικόν ναόν. <box>3 2124 155 2157</box>
article-tobacco-limits: Ο διευθυντής της ΕΔΑ βουλευτής κ. Πασαλίδης υπέβαλεν ερώτησιν προς τον υπουργόν Γεωργίας σχετικώς με τους περιορισμούς της καπνοκαλλιεργείας εις την Μακεδονίαν και Θράκην. <box>972 896 1160 928</box>
